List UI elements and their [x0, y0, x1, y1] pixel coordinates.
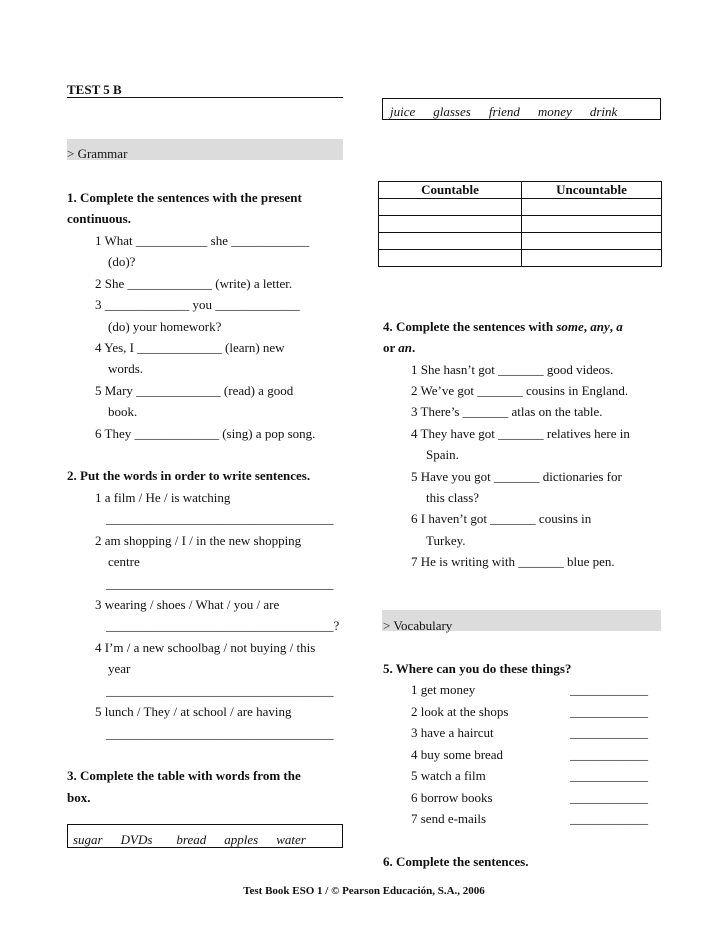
countable-table — [378, 181, 662, 267]
table-cell[interactable] — [379, 250, 522, 267]
ex5-item: 3 have a haircut — [411, 725, 494, 740]
ex2-answer-line: ___________________________________ — [106, 683, 334, 698]
ex1-item: book. — [108, 404, 138, 419]
ex4-line: 7 He is writing with _______ blue pen. — [411, 554, 615, 569]
ex5-blank: ____________ — [570, 704, 648, 719]
ex4-title-text: 4. Complete the sentences with — [383, 319, 557, 334]
ex4-word-an: an — [398, 340, 413, 355]
page-footer: Test Book ESO 1 / © Pearson Educación, S.A., 2006 — [243, 885, 485, 897]
ex5-item: 7 send e-mails — [411, 811, 487, 826]
ex4-line: 2 We’ve got _______ cousins in England. — [411, 383, 629, 398]
ex4-line: 3 There’s _______ atlas on the table. — [411, 404, 603, 419]
ex3-title-line2: box. — [67, 790, 91, 805]
ex1-title-line1: 1. Complete the sentences with the present — [67, 190, 302, 205]
test-title: TEST 5 B — [67, 82, 122, 97]
table-row — [379, 216, 662, 233]
table-cell[interactable] — [522, 233, 662, 250]
box-word: bread — [176, 832, 207, 847]
ex2-line: 1 a film / He / is watching — [95, 490, 231, 505]
table-row — [379, 250, 662, 267]
ex4-line: 5 Have you got _______ dictionaries for — [411, 469, 622, 484]
ex1-item: 1 What ___________ she ____________ — [95, 233, 310, 248]
vocabulary-section-label: > Vocabulary — [383, 618, 453, 633]
table-cell[interactable] — [522, 216, 662, 233]
ex4-word-some: some — [556, 319, 584, 334]
ex5-title: 5. Where can you do these things? — [383, 661, 572, 676]
table-row — [379, 199, 662, 216]
table-header-countable: Countable — [379, 182, 522, 199]
ex2-answer-line: ___________________________________ — [106, 726, 334, 741]
title-underline — [67, 97, 343, 98]
ex4-sep: , — [583, 319, 591, 334]
ex5-item: 6 borrow books — [411, 790, 493, 805]
ex1-item: 5 Mary _____________ (read) a good — [95, 383, 294, 398]
ex4-line: Turkey. — [426, 533, 466, 548]
ex5-item: 1 get money — [411, 682, 476, 697]
ex4-word-a: a — [616, 319, 623, 334]
table-row — [379, 233, 662, 250]
ex1-title-line2: continuous. — [67, 211, 131, 226]
ex5-blank: ____________ — [570, 790, 648, 805]
ex4-word-any: any — [590, 319, 610, 334]
ex1-item: 3 _____________ you _____________ — [95, 297, 300, 312]
table-cell[interactable] — [379, 199, 522, 216]
ex5-blank: ____________ — [570, 725, 648, 740]
ex4-title-text: or — [383, 340, 399, 355]
ex5-blank: ____________ — [570, 811, 648, 826]
ex1-item: words. — [108, 361, 144, 376]
ex4-line: 6 I haven’t got _______ cousins in — [411, 511, 592, 526]
box-word: friend — [488, 104, 520, 119]
ex5-item: 4 buy some bread — [411, 747, 504, 762]
ex5-item: 5 watch a film — [411, 768, 486, 783]
ex2-title: 2. Put the words in order to write sentences. — [67, 468, 311, 483]
ex2-answer-line: ___________________________________ — [106, 576, 334, 591]
box-word: sugar — [73, 832, 103, 847]
ex4-title-line2 — [383, 339, 415, 356]
ex2-line: 2 am shopping / I / in the new shopping — [95, 533, 302, 548]
ex4-sep: , — [609, 319, 617, 334]
ex5-item: 2 look at the shops — [411, 704, 509, 719]
ex5-blank: ____________ — [570, 682, 648, 697]
box-word: juice — [390, 104, 416, 119]
ex4-title-line1 — [383, 318, 623, 335]
box-word: water — [276, 832, 306, 847]
table-cell[interactable] — [522, 199, 662, 216]
ex2-line: centre — [108, 554, 140, 569]
ex1-item: (do) your homework? — [108, 319, 222, 334]
ex2-answer-line: ___________________________________? — [106, 618, 340, 633]
ex2-line: 4 I’m / a new schoolbag / not buying / this — [95, 640, 316, 655]
ex2-answer-line: ___________________________________ — [106, 511, 334, 526]
ex1-item: 2 She _____________ (write) a letter. — [95, 276, 293, 291]
box-word: glasses — [433, 104, 471, 119]
ex3-title-line1: 3. Complete the table with words from the — [67, 768, 301, 783]
box-word: DVDs — [120, 832, 153, 847]
ex4-line: Spain. — [426, 447, 459, 462]
box-word: money — [537, 104, 572, 119]
ex1-item: (do)? — [108, 254, 136, 269]
ex4-period: . — [412, 340, 416, 355]
ex2-line: 5 lunch / They / at school / are having — [95, 704, 292, 719]
ex6-title: 6. Complete the sentences. — [383, 854, 529, 869]
ex4-line: 4 They have got _______ relatives here in — [411, 426, 630, 441]
ex5-blank: ____________ — [570, 747, 648, 762]
ex4-line: 1 She hasn’t got _______ good videos. — [411, 362, 614, 377]
table-header-uncountable: Uncountable — [522, 182, 662, 199]
grammar-section-label: > Grammar — [67, 146, 128, 161]
ex1-item: 4 Yes, I _____________ (learn) new — [95, 340, 285, 355]
ex4-line: this class? — [426, 490, 480, 505]
table-cell[interactable] — [379, 233, 522, 250]
box-word: drink — [589, 104, 618, 119]
word-box-bottom-words — [73, 831, 324, 848]
table-cell[interactable] — [379, 216, 522, 233]
table-cell[interactable] — [522, 250, 662, 267]
box-word: apples — [224, 832, 259, 847]
ex2-line: year — [108, 661, 131, 676]
ex1-item: 6 They _____________ (sing) a pop song. — [95, 426, 316, 441]
word-box-top-words — [390, 103, 635, 120]
ex5-blank: ____________ — [570, 768, 648, 783]
ex2-line: 3 wearing / shoes / What / you / are — [95, 597, 280, 612]
